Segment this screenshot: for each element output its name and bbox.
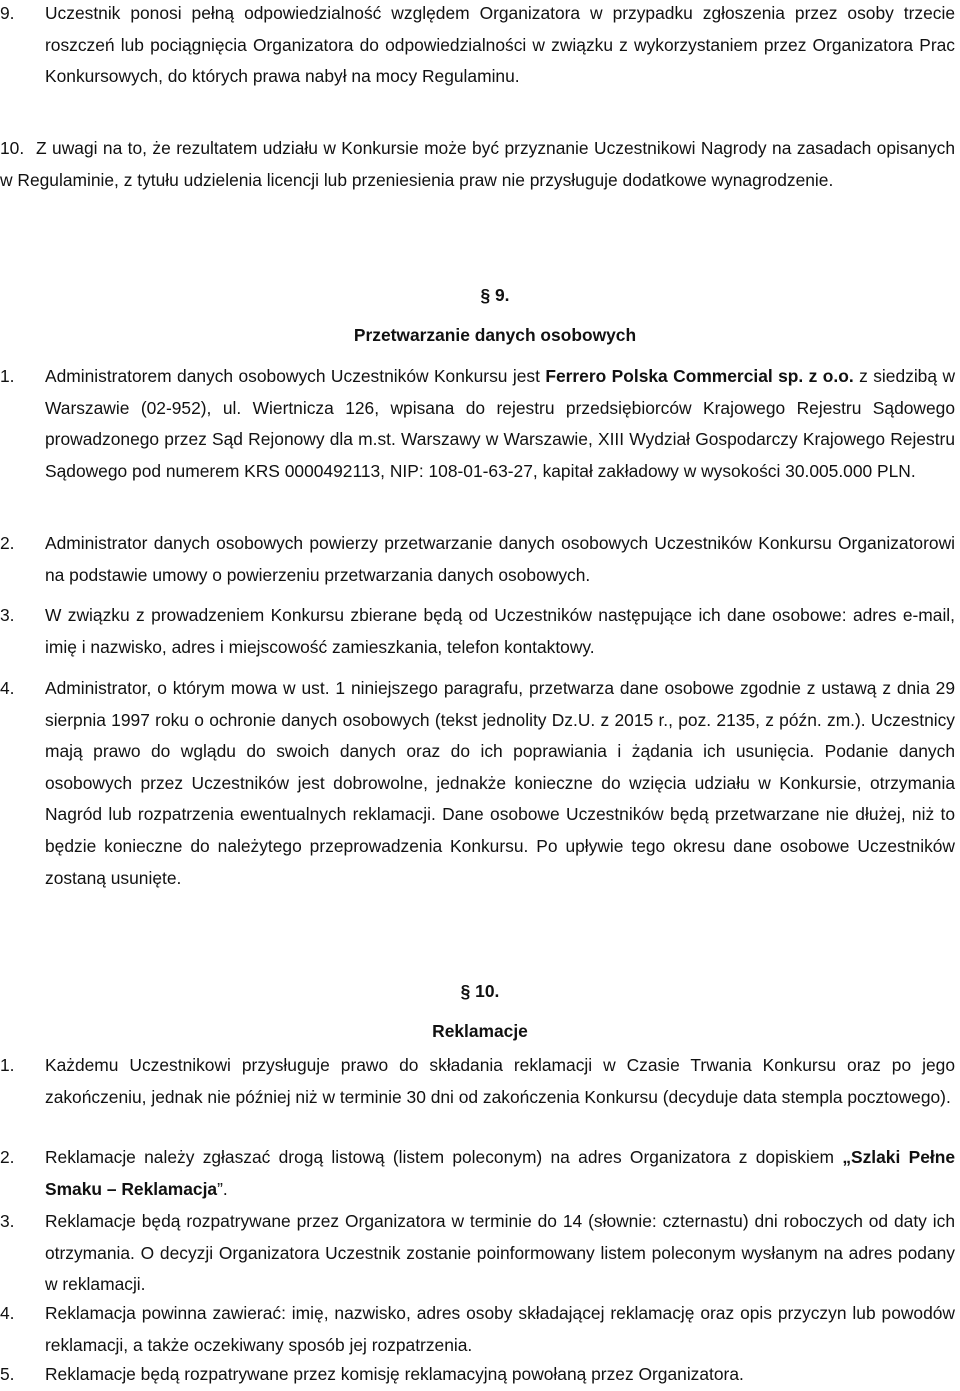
item-text: Każdemu Uczestnikowi przysługuje prawo do składania reklamacji w Czasie Trwania Konkursu oraz po jego zakończeniu, jednak nie później niż w terminie 30 dni od zakończenia Konkursu (decyduje data stempla pocztowego).: [45, 1055, 955, 1107]
item-number: 1.: [0, 1055, 15, 1075]
list-item: [0, 673, 955, 894]
inscription-text: „Szlaki Pełne Smaku – Reklamacja: [45, 1147, 955, 1199]
list-item: [0, 133, 955, 196]
section-title: Reklamacje: [432, 1021, 528, 1041]
list-item: [0, 1359, 955, 1391]
item-number: 3.: [0, 605, 15, 625]
item-text: Uczestnik ponosi pełną odpowiedzialność względem Organizatora w przypadku zgłoszenia przez osoby trzecie roszczeń lub pociągnięcia Organizatora do odpowiedzialności w związku z wykorzystaniem przez Organizatora Prac Konkursowych, do których prawa nabył na mocy Regulaminu.: [45, 3, 955, 87]
section-number: § 9.: [480, 285, 510, 305]
item-number: 2.: [0, 1147, 15, 1167]
section-title: Przetwarzanie danych osobowych: [353, 325, 637, 345]
company-name: Ferrero Polska Commercial sp. z o.o.: [545, 366, 854, 386]
item-number: 9.: [0, 3, 15, 23]
item-number: 10.: [0, 138, 25, 158]
list-item: [0, 1142, 955, 1205]
item-text: Administrator, o którym mowa w ust. 1 niniejszego paragrafu, przetwarza dane osobowe zgodnie z ustawą z dnia 29 sierpnia 1997 roku o ochronie danych osobowych (tekst jednolity Dz.U. z 2015 r., poz. 2135, z późn. zm.). Uczestnicy mają prawo do wglądu do swoich danych oraz do ich poprawiania i żądania ich usunięcia. Podanie danych osobowych przez Uczestników jest dobrowolne, jednakże konieczne do wzięcia udziału w Konkursie, otrzymania Nagród lub rozpatrzenia ewentualnych reklamacji. Dane osobowe Uczestników będą przetwarzane nie dłużej, niż to będzie konieczne do należytego przeprowadzenia Konkursu. Po upływie tego okresu dane osobowe Uczestników zostaną usunięte.: [45, 678, 955, 888]
item-number: 5.: [0, 1364, 15, 1384]
item-number: 2.: [0, 533, 15, 553]
list-item: [0, 1050, 955, 1113]
item-number: 4.: [0, 1303, 15, 1323]
item-number: 4.: [0, 678, 15, 698]
item-number: 3.: [0, 1211, 15, 1231]
list-item: [0, 528, 955, 591]
list-item: [0, 1298, 955, 1361]
section-number: § 10.: [460, 981, 500, 1001]
list-item: [0, 361, 955, 487]
list-item: [0, 600, 955, 663]
item-text: Reklamacja powinna zawierać: imię, nazwisko, adres osoby składającej reklamację oraz opis przyczyn lub powodów reklamacji, a także oczekiwany sposób jej rozpatrzenia.: [45, 1303, 955, 1355]
item-text: Administrator danych osobowych powierzy przetwarzanie danych osobowych Uczestników Konkursu Organizatorowi na podstawie umowy o powierzeniu przetwarzania danych osobowych.: [45, 533, 955, 585]
item-text: Reklamacje będą rozpatrywane przez komisję reklamacyjną powołaną przez Organizatora.: [45, 1364, 744, 1384]
item-text: W związku z prowadzeniem Konkursu zbierane będą od Uczestników następujące ich dane osobowe: adres e-mail, imię i nazwisko, adres i miejscowość zamieszkania, telefon kontaktowy.: [45, 605, 955, 657]
item-text: Administratorem danych osobowych Uczestników Konkursu jest Ferrero Polska Commercial sp. z o.o. z siedzibą w Warszawie (02-952), ul. Wiertnicza 126, wpisana do rejestru przedsiębiorców Krajowego Rejestru Sądowego prowadzonego przez Sąd Rejonowy dla m.st. Warszawy w Warszawie, XIII Wydział Gospodarczy Krajowego Rejestru Sądowego pod numerem KRS 0000492113, NIP: 108-01-63-27, kapitał zakładowy w wysokości 30.005.000 PLN.: [45, 366, 955, 481]
list-item: [0, 1206, 955, 1301]
item-text: Reklamacje należy zgłaszać drogą listową (listem poleconym) na adres Organizatora z dopiskiem „Szlaki Pełne Smaku – Reklamacja”.: [45, 1147, 955, 1199]
item-number: 1.: [0, 366, 15, 386]
item-text: Z uwagi na to, że rezultatem udziału w Konkursie może być przyznanie Uczestnikowi Nagrody na zasadach opisanych w Regulaminie, z tytułu udzielenia licencji lub przeniesienia praw nie przysługuje dodatkowe wynagrodzenie.: [0, 138, 955, 190]
item-text: Reklamacje będą rozpatrywane przez Organizatora w terminie do 14 (słownie: czternastu) dni roboczych od daty ich otrzymania. O decyzji Organizatora Uczestnik zostanie poinformowany listem poleconym wysłanym na adres podany w reklamacji.: [45, 1211, 955, 1295]
list-item: [0, 0, 955, 93]
